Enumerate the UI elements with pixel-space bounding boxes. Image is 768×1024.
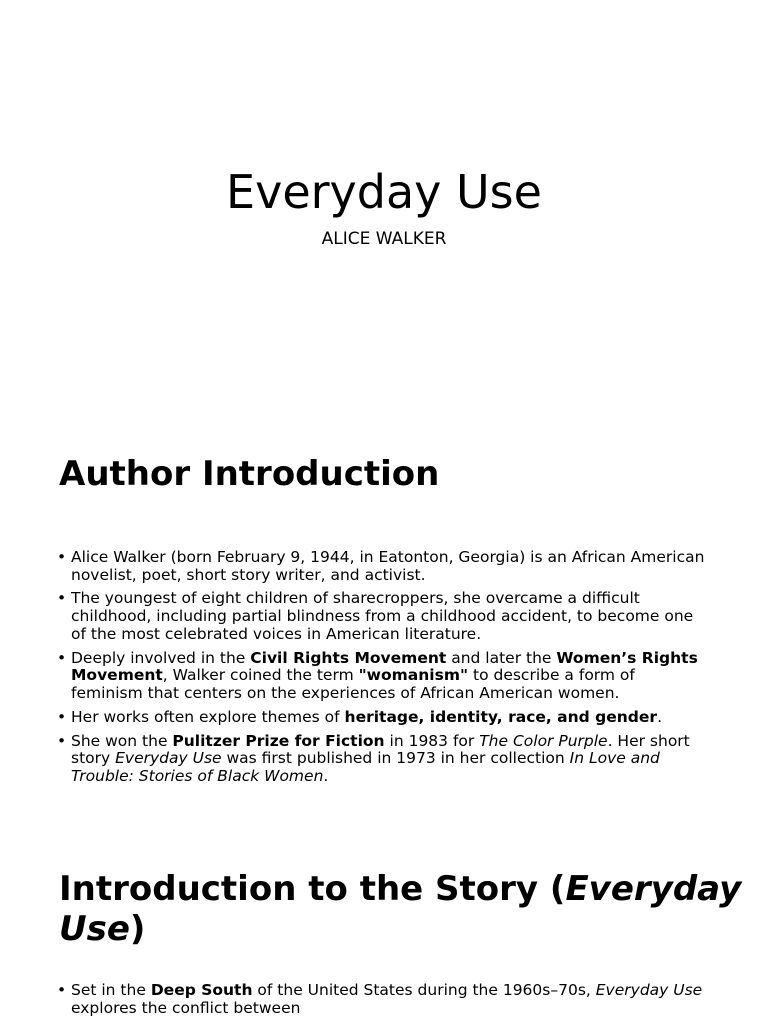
bullet-text: Set in the [71, 981, 151, 999]
bullet-text: The youngest of eight children of sharecroppers, she overcame a difficult childhood, including partial blindness from a childhood accident, to become one of the most celebrated voices in American literature. [71, 589, 694, 643]
bullet-bold-text: "womanism" [358, 666, 469, 685]
bullet-text: She won the [71, 731, 173, 750]
bullet-italic-text: Everyday Use [115, 749, 222, 768]
title-slide [0, 0, 768, 410]
list-item [57, 733, 707, 786]
bullet-bold-text: Pulitzer Prize for Fiction [172, 731, 385, 750]
list-item [57, 650, 707, 703]
bullet-text: in 1983 for [384, 731, 480, 750]
story-introduction-heading [59, 869, 768, 949]
list-item [57, 549, 707, 584]
bullet-text: and later the [446, 648, 557, 667]
list-item [57, 590, 707, 643]
story-bullet-list [57, 982, 707, 1023]
bullet-text: of the United States during the 1960s–70s, [252, 981, 596, 999]
bullet-text: Alice Walker (born February 9, 1944, in Eatonton, Georgia) is an African American novelist, poet, short story writer, and activist. [71, 548, 705, 584]
bullet-italic-text: The Color Purple [479, 731, 608, 750]
slide-subtitle: ALICE WALKER [321, 229, 447, 249]
bullet-text: Deeply involved in the [71, 648, 251, 667]
bullet-bold-text: Civil Rights Movement [250, 648, 447, 667]
bullet-text: , Walker coined the term [162, 666, 359, 685]
heading-text: ) [129, 909, 146, 949]
bullet-italic-text: Everyday Use [595, 981, 703, 999]
bullet-text: explores the conflict between [71, 998, 301, 1017]
list-item [57, 982, 707, 1017]
bullet-text: Her works often explore themes of [71, 707, 345, 726]
bullet-bold-text: Deep South [150, 981, 253, 999]
bullet-text: . [657, 707, 662, 726]
bullet-text: was first published in 1973 in her collection [221, 749, 570, 768]
bullet-bold-text: Women’s Rights Movement [71, 648, 698, 685]
author-introduction-heading: Author Introduction [59, 454, 440, 494]
bullet-italic-text: In Love and Trouble: Stories of Black Women [71, 749, 660, 785]
bullet-bold-text: heritage, identity, race, and gender [344, 707, 658, 726]
bullet-text: . Her short story [71, 731, 690, 768]
list-item [57, 709, 707, 727]
bullet-text: to describe a form of feminism that centers on the experiences of African American women. [71, 666, 635, 702]
bullet-text: . [323, 766, 329, 785]
slide-title: Everyday Use [226, 165, 542, 219]
heading-text: Introduction to the Story ( [59, 869, 566, 909]
author-bullet-list [57, 549, 707, 792]
heading-italic-text: Everyday Use [59, 869, 742, 949]
